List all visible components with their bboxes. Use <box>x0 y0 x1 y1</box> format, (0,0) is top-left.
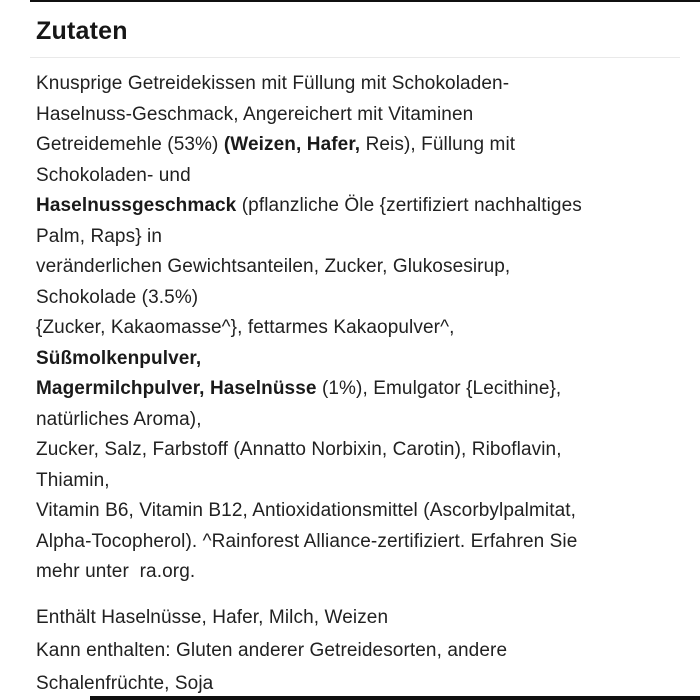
ingredient-text: (pflanzliche Öle {zertifiziert nachhaltiges <box>236 195 582 216</box>
ingredient-text: Knusprige Getreidekissen mit Füllung mit Schokoladen- <box>36 73 510 94</box>
ingredient-text: Kann enthalten: Gluten anderer Getreidesorten, andere <box>36 639 508 661</box>
text-line <box>36 557 672 588</box>
allergen-emphasis-text: Süßmolkenpulver, <box>36 347 202 369</box>
ingredient-text: Schokoladen- und <box>36 164 191 186</box>
text-line <box>36 601 672 634</box>
allergen-emphasis-text: Haselnussgeschmack <box>36 195 237 216</box>
text-line <box>36 466 672 497</box>
ingredient-text: Vitamin B6, Vitamin B12, Antioxidationsmittel (Ascorbylpalmitat, <box>36 500 577 521</box>
ingredient-text: veränderlichen Gewichtsanteilen, Zucker, Glukosesirup, <box>36 256 511 277</box>
text-line <box>36 374 672 405</box>
page-title: Zutaten <box>36 17 128 45</box>
text-line <box>36 69 672 100</box>
allergen-emphasis-text: (Weizen, Hafer, <box>223 134 361 155</box>
ingredient-text: Schalenfrüchte, Soja <box>36 672 214 694</box>
ingredient-text: natürliches Aroma), <box>36 408 202 430</box>
title-divider <box>30 57 680 58</box>
text-line <box>36 435 672 466</box>
text-line <box>36 527 672 558</box>
text-line <box>36 222 672 253</box>
text-line <box>36 496 672 527</box>
text-line <box>36 130 672 161</box>
ingredient-text: (1%), Emulgator {Lecithine}, <box>316 378 562 399</box>
allergen-emphasis-text: Haselnüsse <box>209 378 317 399</box>
ingredient-text: Enthält Haselnüsse, Hafer, Milch, Weizen <box>36 606 389 628</box>
ingredient-text: Alpha-Tocopherol). ^Rainforest Alliance-zertifiziert. Erfahren Sie <box>36 530 578 552</box>
allergen-statement <box>36 601 672 700</box>
ingredient-text: Thiamin, <box>36 469 110 491</box>
ingredients-paragraph <box>36 69 672 588</box>
ingredient-text: {Zucker, Kakaomasse^}, fettarmes Kakaopulver^, <box>36 317 455 338</box>
text-line <box>36 313 672 344</box>
ingredient-text: Haselnuss-Geschmack, Angereichert mit Vitaminen <box>36 103 474 125</box>
ingredient-text: Reis), Füllung mit <box>360 134 516 155</box>
text-line <box>36 100 672 131</box>
text-line <box>36 405 672 436</box>
text-line <box>36 161 672 192</box>
bottom-edge-divider <box>90 696 700 700</box>
ingredient-text: Palm, Raps} in <box>36 225 163 247</box>
text-line <box>36 283 672 314</box>
text-line <box>36 344 672 375</box>
ingredient-text: mehr unter ra.org. <box>36 561 196 582</box>
top-edge-divider <box>30 0 700 2</box>
ingredient-text: Getreidemehle (53%) <box>36 134 224 155</box>
text-line <box>36 667 672 700</box>
text-line <box>36 252 672 283</box>
text-line <box>36 634 672 667</box>
ingredient-text: Schokolade (3.5%) <box>36 286 199 308</box>
ingredient-text: Zucker, Salz, Farbstoff (Annatto Norbixin, Carotin), Riboflavin, <box>36 439 562 460</box>
text-line <box>36 191 672 222</box>
allergen-emphasis-text: Magermilchpulver, <box>36 378 205 399</box>
